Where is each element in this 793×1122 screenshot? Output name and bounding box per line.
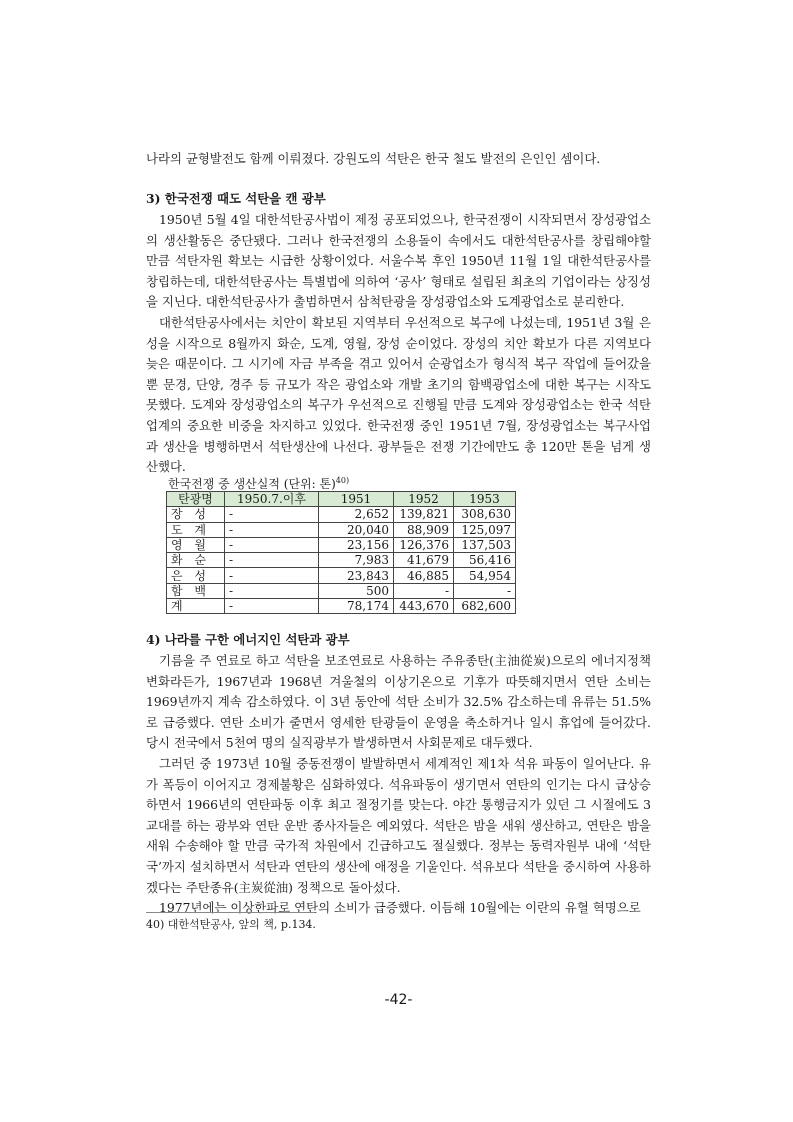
table-row bbox=[167, 507, 516, 522]
column-header: 1950.7.이후 bbox=[225, 492, 319, 507]
table-cell: 78,174 bbox=[319, 599, 394, 614]
section-heading-4: 4) 나라를 구한 에너지인 석탄과 광부 bbox=[146, 632, 350, 647]
paragraph-intro: 나라의 균형발전도 함께 이뤄졌다. 강원도의 석탄은 한국 철도 발전의 은인인 셈이다. bbox=[146, 151, 601, 166]
mine-name-cell: 영 월 bbox=[167, 537, 225, 552]
table-cell: 126,376 bbox=[394, 537, 454, 552]
table-cell: 7,983 bbox=[319, 553, 394, 568]
table-cell: - bbox=[454, 583, 516, 598]
table-row bbox=[167, 522, 516, 537]
table-cell: - bbox=[225, 599, 319, 614]
table-cell: 2,652 bbox=[319, 507, 394, 522]
table-row bbox=[167, 583, 516, 598]
paragraph: 대한석탄공사에서는 치안이 확보된 지역부터 우선적으로 복구에 나섰는데, 1951년 3월 은성을 시작으로 8월까지 화순, 도계, 영월, 장성 순이었다. 장성의 치안 확보가 다른 지역보다 늦은 때문이다. 그 시기에 자금 부족을 겪고 있어서 순광업소가 형식적 복구 작업에 들어갔을 뿐 문경, 단양, 경주 등 규모가 작은 광업소와 개발 초기의 함백광업소에 대한 복구는 시작도 못했다. 도계와 장성광업소의 복구가 우선적으로 진행될 만큼 도계와 장성광업소는 한국 석탄업계의 중요한 비중을 차지하고 있었다. 한국전쟁 중인 1951년 7월, 장성광업소는 복구사업과 생산을 병행하면서 석탄생산에 나선다. 광부들은 전쟁 기간에만도 총 120만 톤을 넘게 생산했다. bbox=[146, 314, 651, 475]
table-cell: - bbox=[225, 537, 319, 552]
table-cell: 137,503 bbox=[454, 537, 516, 552]
table-cell: 20,040 bbox=[319, 522, 394, 537]
table-cell: - bbox=[225, 553, 319, 568]
footnote: 40) 대한석탄공사, 앞의 책, p.134. bbox=[146, 918, 316, 931]
paragraph: 1950년 5월 4일 대한석탄공사법이 제정 공포되었으나, 한국전쟁이 시작되면서 장성광업소의 생산활동은 중단됐다. 그러나 한국전쟁의 소용돌이 속에서도 대한석탄공사를 창립해야할 만큼 석탄자원 확보는 시급한 상황이었다. 서울수복 후인 1950년 11월 1일 대한석탄공사를 창립하는데, 대한석탄공사는 특별법에 의하여 ‘공사’ 형태로 설립된 최초의 기업이라는 상징성을 지닌다. 대한석탄공사가 출범하면서 삼척탄광을 장성광업소와 도계광업소로 분리한다. bbox=[146, 212, 651, 310]
mine-name-cell: 계 bbox=[167, 599, 225, 614]
table-caption bbox=[168, 472, 349, 493]
table-cell: 54,954 bbox=[454, 568, 516, 583]
paragraph: 그러던 중 1973년 10월 중동전쟁이 발발하면서 세계적인 제1차 석유 파동이 일어난다. 유가 폭등이 이어지고 경제불황은 심화하였다. 석유파동이 생기면서 연탄의 인기는 다시 급상승하면서 1966년의 연탄파동 이후 최고 절정기를 맞는다. 야간 통행금지가 있던 그 시절에도 3교대를 하는 광부와 연탄 운반 종사자들은 예외였다. 석탄은 밤을 새워 생산하고, 연탄은 밤을 새워 수송해야 할 만큼 국가적 차원에서 긴급하고도 절실했다. 정부는 동력자원부 내에 ‘석탄국’까지 설치하면서 석탄과 연탄의 생산에 애정을 기울인다. 석유보다 석탄을 중시하여 사용하겠다는 주탄종유(主炭從油) 정책으로 돌아섰다. bbox=[146, 755, 651, 895]
table-cell: 139,821 bbox=[394, 507, 454, 522]
table-cell: - bbox=[394, 583, 454, 598]
table-cell: 56,416 bbox=[454, 553, 516, 568]
table-row bbox=[167, 568, 516, 583]
mine-name-cell: 은 성 bbox=[167, 568, 225, 583]
table-cell: - bbox=[225, 522, 319, 537]
footnote-reference: 40) bbox=[335, 476, 350, 485]
table-caption-text: 한국전쟁 중 생산실적 (단위: 톤) bbox=[168, 477, 336, 491]
section-4-body bbox=[146, 651, 651, 919]
mine-name-cell: 화 순 bbox=[167, 553, 225, 568]
mine-name-cell: 함 백 bbox=[167, 583, 225, 598]
table-total-row bbox=[167, 599, 516, 614]
paragraph: 1977년에는 이상한파로 연탄의 소비가 급증했다. 이듬해 10월에는 이란의 유혈 혁명으로 bbox=[159, 900, 641, 916]
table-row bbox=[167, 537, 516, 552]
table-cell: 41,679 bbox=[394, 553, 454, 568]
table-cell: 308,630 bbox=[454, 507, 516, 522]
table-cell: - bbox=[225, 568, 319, 583]
column-header: 1952 bbox=[394, 492, 454, 507]
table-cell: 88,909 bbox=[394, 522, 454, 537]
table-row bbox=[167, 553, 516, 568]
table-cell: - bbox=[225, 583, 319, 598]
table-cell: 46,885 bbox=[394, 568, 454, 583]
paragraph: 기름을 주 연료로 하고 석탄을 보조연료로 사용하는 주유종탄(主油從炭)으로의 에너지정책 변화라든가, 1967년과 1968년 겨울철의 이상기온으로 기후가 따뜻해지면서 연탄 소비는 1969년까지 계속 감소하였다. 이 3년 동안에 석탄 소비가 32.5% 감소하는데 유류는 51.5%로 급증했다. 연탄 소비가 줄면서 영세한 탄광들이 운영을 축소하거나 일시 휴업에 들어갔다. 당시 전국에서 5천여 명의 실직광부가 발생하면서 사회문제로 대두했다. bbox=[146, 653, 651, 751]
table-cell: 500 bbox=[319, 583, 394, 598]
table-cell: 682,600 bbox=[454, 599, 516, 614]
page-number: -42- bbox=[384, 992, 413, 1008]
column-header: 탄광명 bbox=[167, 492, 225, 507]
section-heading-3: 3) 한국전쟁 때도 석탄을 캔 광부 bbox=[146, 191, 326, 206]
table-cell: 443,670 bbox=[394, 599, 454, 614]
table-cell: 23,156 bbox=[319, 537, 394, 552]
mine-name-cell: 도 계 bbox=[167, 522, 225, 537]
column-header: 1953 bbox=[454, 492, 516, 507]
table-header-row bbox=[167, 492, 516, 507]
table-cell: 125,097 bbox=[454, 522, 516, 537]
column-header: 1951 bbox=[319, 492, 394, 507]
table-cell: 23,843 bbox=[319, 568, 394, 583]
table-cell: - bbox=[225, 507, 319, 522]
mine-name-cell: 장 성 bbox=[167, 507, 225, 522]
section-3-body bbox=[146, 210, 651, 478]
footnote-divider bbox=[146, 912, 314, 913]
production-table bbox=[166, 491, 516, 614]
